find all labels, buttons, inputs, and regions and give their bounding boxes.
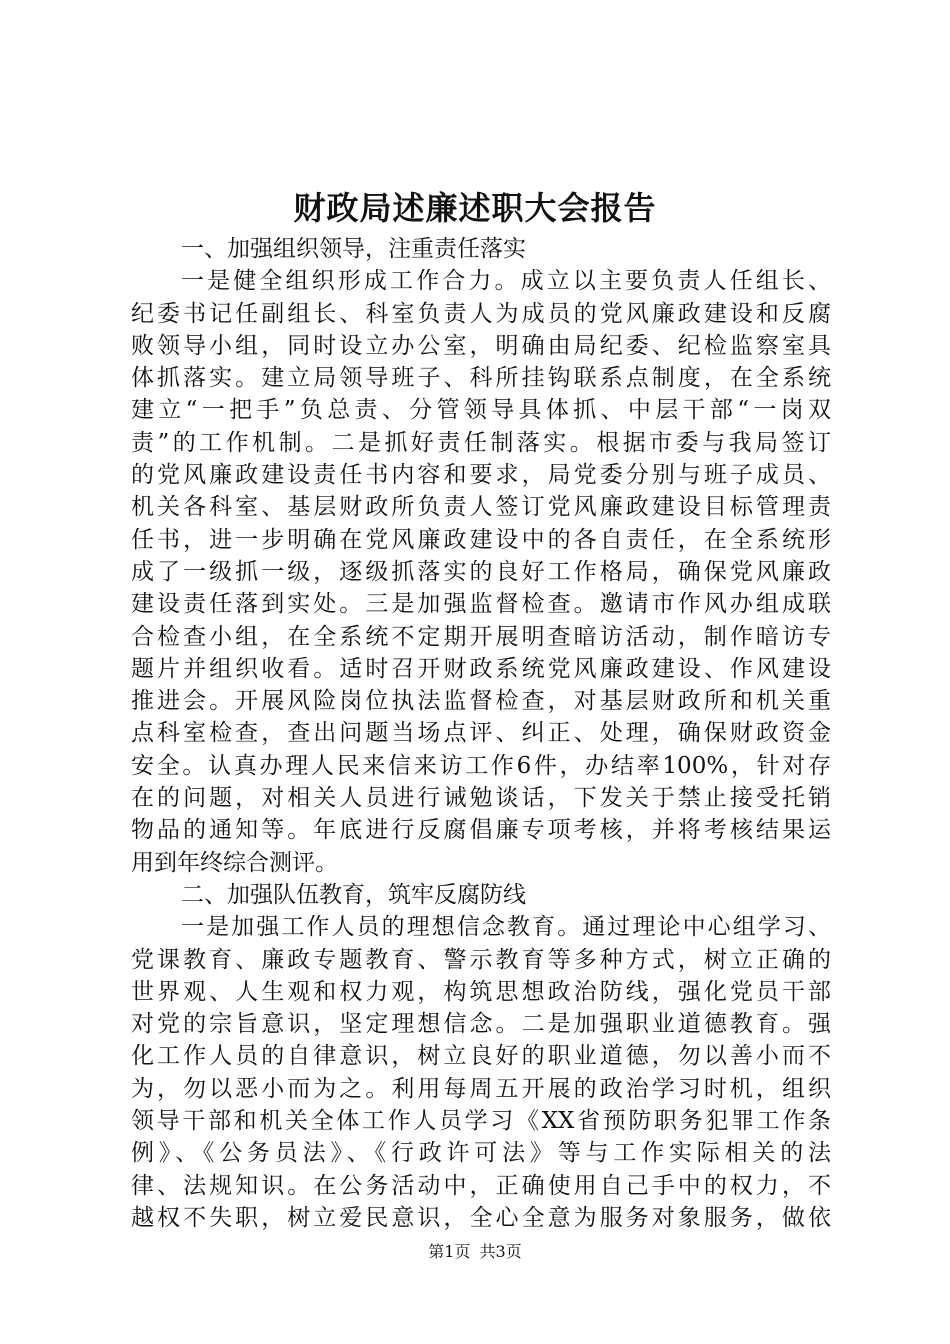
text-line: 化工作人员的自律意识，树立良好的职业道德，勿以善小而不 bbox=[131, 1043, 831, 1070]
text-line: 任书，进一步明确在党风廉政建设中的各自责任，在全系统形 bbox=[131, 526, 831, 553]
text-line: 机关各科室、基层财政所负责人签订党风廉政建设目标管理责 bbox=[131, 494, 831, 521]
text-line: 越权不失职，树立爱民意识，全心全意为服务对象服务，做依 bbox=[131, 1204, 831, 1231]
page-number-current: 第1页 bbox=[428, 1242, 471, 1261]
text-line: 合检查小组，在全系统不定期开展明查暗访活动，制作暗访专 bbox=[131, 623, 831, 650]
text-line: 建设责任落到实处。三是加强监督检查。邀请市作风办组成联 bbox=[131, 591, 831, 618]
text-line: 用到年终综合测评。 bbox=[131, 849, 338, 876]
text-line: 例》、《公务员法》、《行政许可法》等与工作实际相关的法 bbox=[131, 1140, 831, 1167]
text-line: 物品的通知等。年底进行反腐倡廉专项考核，并将考核结果运 bbox=[131, 817, 831, 844]
text-line: 在的问题，对相关人员进行诫勉谈话，下发关于禁止接受托销 bbox=[131, 785, 831, 812]
text-line: 推进会。开展风险岗位执法监督检查，对基层财政所和机关重 bbox=[131, 688, 831, 715]
text-line: 安全。认真办理人民来信来访工作6件，办结率100%，针对存 bbox=[131, 752, 831, 779]
text-line: 一是健全组织形成工作合力。成立以主要负责人任组长、 bbox=[181, 268, 831, 295]
text-line: 纪委书记任副组长、科室负责人为成员的党风廉政建设和反腐 bbox=[131, 300, 831, 327]
text-line: 对党的宗旨意识，坚定理想信念。二是加强职业道德教育。强 bbox=[131, 1011, 831, 1038]
text-line: 为，勿以恶小而为之。利用每周五开展的政治学习时机，组织 bbox=[131, 1075, 831, 1102]
text-line: 成了一级抓一级，逐级抓落实的良好工作格局，确保党风廉政 bbox=[131, 558, 831, 585]
page-footer bbox=[0, 1241, 950, 1263]
text-line: 世界观、人生观和权力观，构筑思想政治防线，强化党员干部 bbox=[131, 978, 831, 1005]
text-line: 二、加强队伍教育，筑牢反腐防线 bbox=[181, 881, 526, 908]
text-line: 败领导小组，同时设立办公室，明确由局纪委、纪检监察室具 bbox=[131, 332, 831, 359]
text-line: 党课教育、廉政专题教育、警示教育等多种方式，树立正确的 bbox=[131, 946, 831, 973]
document-body bbox=[131, 233, 831, 1234]
text-line: 题片并组织收看。适时召开财政系统党风廉政建设、作风建设 bbox=[131, 655, 831, 682]
text-line: 的党风廉政建设责任书内容和要求，局党委分别与班子成员、 bbox=[131, 462, 831, 489]
text-line: 一是加强工作人员的理想信念教育。通过理论中心组学习、 bbox=[181, 914, 831, 941]
document-title: 财政局述廉述职大会报告 bbox=[293, 189, 657, 227]
text-line: 一、加强组织领导，注重责任落实 bbox=[181, 236, 526, 262]
text-line: 点科室检查，查出问题当场点评、纠正、处理，确保财政资金 bbox=[131, 720, 831, 747]
text-line: 责”的工作机制。二是抓好责任制落实。根据市委与我局签订 bbox=[131, 429, 831, 456]
text-line: 体抓落实。建立局领导班子、科所挂钩联系点制度，在全系统 bbox=[131, 365, 831, 392]
text-line: 律、法规知识。在公务活动中，正确使用自己手中的权力，不 bbox=[131, 1172, 831, 1199]
text-line: 建立“一把手”负总责、分管领导具体抓、中层干部“一岗双 bbox=[131, 397, 831, 424]
text-line: 领导干部和机关全体工作人员学习《XX省预防职务犯罪工作条 bbox=[131, 1108, 831, 1135]
page-number-total: 共3页 bbox=[479, 1242, 522, 1261]
